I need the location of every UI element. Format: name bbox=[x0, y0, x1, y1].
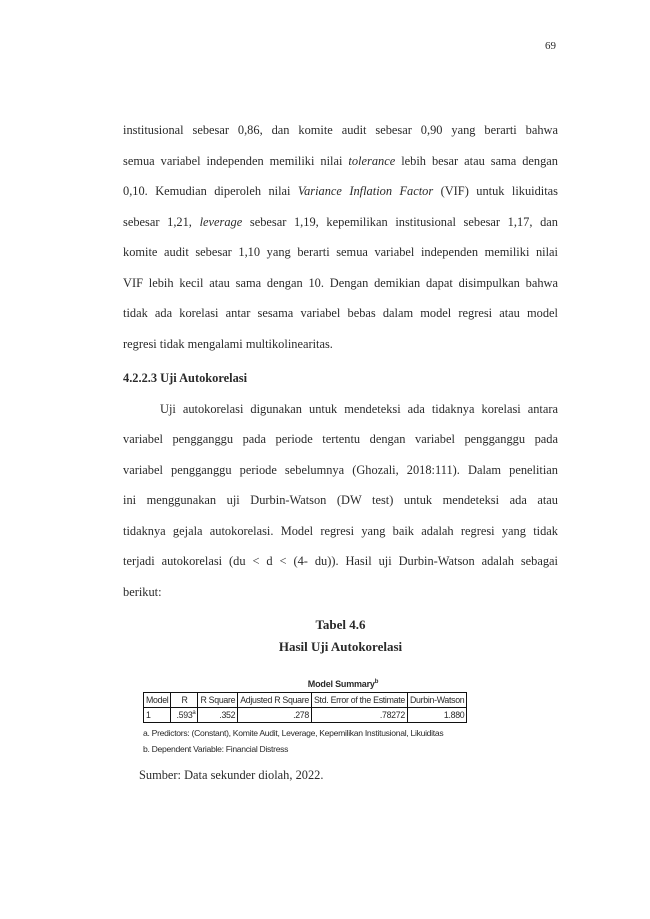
model-summary-table bbox=[143, 692, 467, 723]
paragraph-line: VIF lebih kecil atau sama dengan 10. Dengan demikian dapat disimpulkan bahwa bbox=[123, 275, 558, 290]
header-std-error: Std. Error of the Estimate bbox=[311, 693, 407, 708]
italic-term: leverage bbox=[199, 214, 243, 229]
model-summary-title bbox=[143, 679, 543, 689]
main-content bbox=[123, 121, 558, 658]
header-adjusted-r-square: Adjusted R Square bbox=[238, 693, 312, 708]
note-dependent-variable: b. Dependent Variable: Financial Distress bbox=[143, 744, 289, 754]
paragraph-line: variabel pengganggu pada periode tertentu dengan variabel pengganggu pada bbox=[123, 432, 558, 447]
cell-r-sup: a bbox=[192, 710, 196, 717]
table-title: Tabel 4.6 bbox=[315, 616, 366, 632]
italic-term: Variance Inflation Factor bbox=[297, 184, 434, 198]
page-number: 69 bbox=[545, 40, 556, 52]
model-summary-title-text: Model Summary bbox=[307, 679, 375, 689]
header-durbin-watson: Durbin-Watson bbox=[407, 693, 466, 708]
paragraph-line: tidak ada korelasi antar sesama variabel bebas dalam model regresi atau model bbox=[123, 306, 558, 320]
header-r-square: R Square bbox=[198, 693, 238, 708]
table-subtitle: Hasil Uji Autokorelasi bbox=[278, 638, 403, 654]
paragraph-line: tidaknya gejala autokorelasi. Model regresi yang baik adalah regresi yang tidak bbox=[123, 523, 558, 538]
paragraph-line: terjadi autokorelasi (du < d < (4- du)). Hasil uji Durbin-Watson adalah sebagai bbox=[123, 554, 558, 569]
italic-term: tolerance bbox=[348, 153, 396, 168]
section-heading: 4.2.2.3 Uji Autokorelasi bbox=[123, 371, 248, 385]
paragraph-line: institusional sebesar 0,86, dan komite audit sebesar 0,90 yang berarti bahwa bbox=[123, 123, 558, 137]
header-model: Model bbox=[144, 693, 171, 708]
paragraph-line: variabel pengganggu periode sebelumnya (Ghozali, 2018:111). Dalam penelitian bbox=[123, 462, 558, 477]
model-summary-output bbox=[143, 679, 543, 754]
cell-std-error: .78272 bbox=[311, 708, 407, 723]
paragraph-multikolinearitas bbox=[123, 121, 558, 365]
paragraph-line: semua variabel independen memiliki nilai tolerance lebih besar atau sama dengan bbox=[123, 153, 558, 168]
cell-model: 1 bbox=[144, 708, 171, 723]
cell-durbin-watson: 1.880 bbox=[407, 708, 466, 723]
model-summary-title-sup: b bbox=[374, 679, 379, 685]
paragraph-line: 0,10. Kemudian diperoleh nilai Variance Inflation Factor (VIF) untuk likuiditas bbox=[123, 184, 559, 198]
table-source: Sumber: Data sekunder diolah, 2022. bbox=[139, 768, 324, 782]
cell-r-value: .593 bbox=[176, 710, 193, 720]
table-row bbox=[144, 708, 467, 723]
paragraph-line: ini menggunakan uji Durbin-Watson (DW test) untuk mendeteksi ada atau bbox=[123, 493, 558, 508]
paragraph-line: komite audit sebesar 1,10 yang berarti semua variabel independen memiliki nilai bbox=[123, 245, 558, 259]
paragraph-line: regresi tidak mengalami multikolinearitas. bbox=[123, 336, 333, 351]
cell-adjusted-r-square: .278 bbox=[238, 708, 312, 723]
paragraph-autokorelasi bbox=[123, 400, 558, 614]
table-header-row bbox=[144, 693, 467, 708]
header-r: R bbox=[171, 693, 198, 708]
cell-r bbox=[171, 708, 198, 723]
note-predictors: a. Predictors: (Constant), Komite Audit, Leverage, Kepemilikan Institusional, Likuiditas bbox=[143, 728, 444, 738]
paragraph-line: berikut: bbox=[123, 585, 162, 600]
cell-r-square: .352 bbox=[198, 708, 238, 723]
paragraph-line: Uji autokorelasi digunakan untuk mendeteksi ada tidaknya korelasi antara bbox=[160, 401, 558, 416]
paragraph-line: sebesar 1,21, leverage sebesar 1,19, kepemilikan institusional sebesar 1,17, dan bbox=[123, 214, 558, 229]
